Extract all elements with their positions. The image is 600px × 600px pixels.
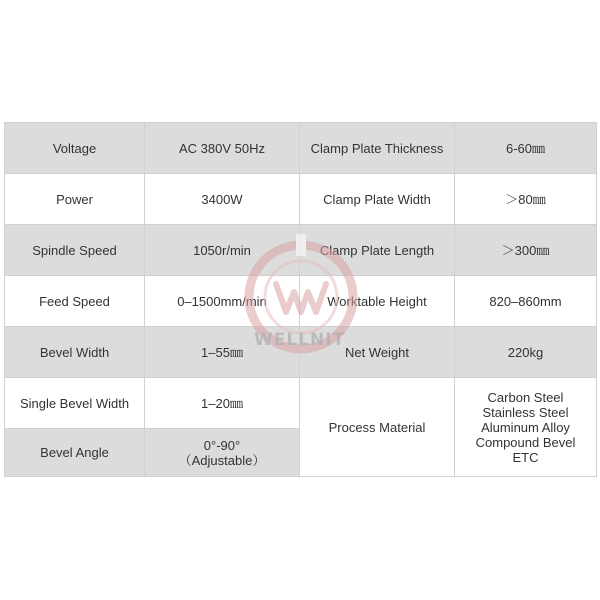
spec-label: Bevel Width: [5, 327, 145, 378]
spec-label: Worktable Height: [300, 276, 455, 327]
spec-label: Clamp Plate Width: [300, 174, 455, 225]
spec-value: 1–20㎜: [145, 378, 300, 429]
spec-label: Bevel Angle: [5, 429, 145, 477]
material-item: Aluminum Alloy: [481, 419, 570, 435]
table-row: [5, 276, 597, 327]
table-row: [5, 174, 597, 225]
material-item: Compound Bevel: [475, 434, 576, 450]
watermark-text: WELLNIT: [254, 330, 346, 350]
spec-value: ＞80㎜: [455, 174, 597, 225]
spec-value: 820–860mm: [455, 276, 597, 327]
process-material-label: Process Material: [300, 378, 455, 477]
spec-value: ＞300㎜: [455, 225, 597, 276]
table-row: [5, 378, 597, 429]
material-item: ETC: [512, 449, 539, 465]
spec-value: [145, 429, 300, 477]
table-row: [5, 225, 597, 276]
spec-label: Spindle Speed: [5, 225, 145, 276]
process-material-values: [455, 378, 597, 477]
spec-label: Feed Speed: [5, 276, 145, 327]
spec-label: Clamp Plate Length: [300, 225, 455, 276]
bevel-angle-note: （Adjustable）: [178, 452, 266, 468]
spec-label: Net Weight: [300, 327, 455, 378]
spec-label: Clamp Plate Thickness: [300, 123, 455, 174]
spec-value: 1–55㎜: [145, 327, 300, 378]
bevel-angle-range: 0°-90°: [203, 437, 241, 453]
spec-value: AC 380V 50Hz: [145, 123, 300, 174]
spec-table: [4, 122, 597, 477]
spec-value: 6-60㎜: [455, 123, 597, 174]
spec-value: 1050r/min: [145, 225, 300, 276]
spec-label: Single Bevel Width: [5, 378, 145, 429]
material-item: Stainless Steel: [482, 404, 569, 420]
table-row: [5, 327, 597, 378]
material-item: Carbon Steel: [487, 389, 564, 405]
table-row: [5, 123, 597, 174]
spec-label: Power: [5, 174, 145, 225]
spec-label: Voltage: [5, 123, 145, 174]
spec-value: 0–1500mm/min: [145, 276, 300, 327]
spec-value: 3400W: [145, 174, 300, 225]
spec-value: 220kg: [455, 327, 597, 378]
